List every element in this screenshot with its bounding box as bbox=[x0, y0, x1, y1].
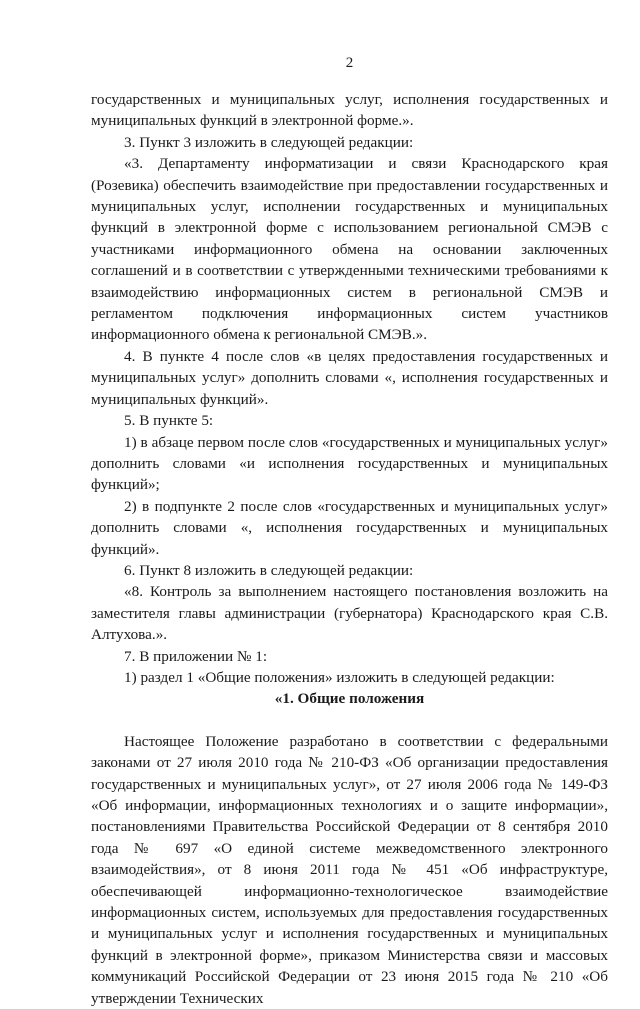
paragraph-2: 3. Пункт 3 изложить в следующей редакции: bbox=[124, 133, 414, 151]
blank-line bbox=[91, 710, 608, 731]
paragraph-8: 6. Пункт 8 изложить в следующей редакции: bbox=[124, 561, 414, 579]
paragraph-5: 5. В пункте 5: bbox=[124, 412, 214, 430]
page-number: 2 bbox=[345, 55, 354, 71]
paragraph-11: 1) раздел 1 «Общие положения» изложить в следующей редакции: bbox=[124, 668, 555, 686]
paragraph-1: государственных и муниципальных услуг, исполнения государственных и муниципальных функций в электронной форме.». bbox=[91, 91, 608, 130]
document-body bbox=[91, 89, 608, 1009]
paragraph-10: 7. В приложении № 1: bbox=[124, 647, 268, 665]
section-heading: «1. Общие положения bbox=[274, 690, 425, 708]
paragraph-9: «8. Контроль за выполнением настоящего постановления возложить на заместителя главы администрации (губернатора) Краснодарского края С.В. Алтухова.». bbox=[91, 583, 608, 644]
paragraph-3: «3. Департаменту информатизации и связи Краснодарского края (Розевика) обеспечить взаимодействие при предоставлении государственных и муниципальных услуг, исполнении государственных и муниципальных функций в электронной форме с использованием региональной СМЭВ с участниками информационного обмена на основании заключенных соглашений и в соответствии с утвержденными техническими требованиями к взаимодействию информационных систем в региональной СМЭВ и регламентом подключения информационных систем участников информационного обмена к региональной СМЭВ.». bbox=[91, 155, 608, 344]
paragraph-4: 4. В пункте 4 после слов «в целях предоставления государственных и муниципальных услуг» дополнить словами «, исполнения государственных и муниципальных функций». bbox=[91, 347, 608, 408]
body-paragraph: Настоящее Положение разработано в соответствии с федеральными законами от 27 июля 2010 года № 210-ФЗ «Об организации предоставления государственных и муниципальных услуг», от 27 июля 2006 года № 149-ФЗ «Об информации, информационных технологиях и о защите информации», постановлениями Правительства Российской Федерации от 8 сентября 2010 года № 697 «О единой системе межведомственного электронного взаимодействия», от 8 июня 2011 года № 451 «Об инфраструктуре, обеспечивающей информационно-технологическое взаимодействие информационных систем, используемых для предоставления государственных и муниципальных услуг и исполнения государственных и муниципальных функций в электронной форме», приказом Министерства связи и массовых коммуникаций Российской Федерации от 23 июня 2015 года № 210 «Об утверждении Технических bbox=[91, 732, 608, 1007]
document-page bbox=[91, 0, 608, 1007]
paragraph-7: 2) в подпункте 2 после слов «государственных и муниципальных услуг» дополнить словами «, исполнения государственных и муниципальных функций». bbox=[91, 497, 608, 558]
paragraph-6: 1) в абзаце первом после слов «государственных и муниципальных услуг» дополнить словами «и исполнения государственных и муниципальных функций»; bbox=[91, 433, 608, 494]
